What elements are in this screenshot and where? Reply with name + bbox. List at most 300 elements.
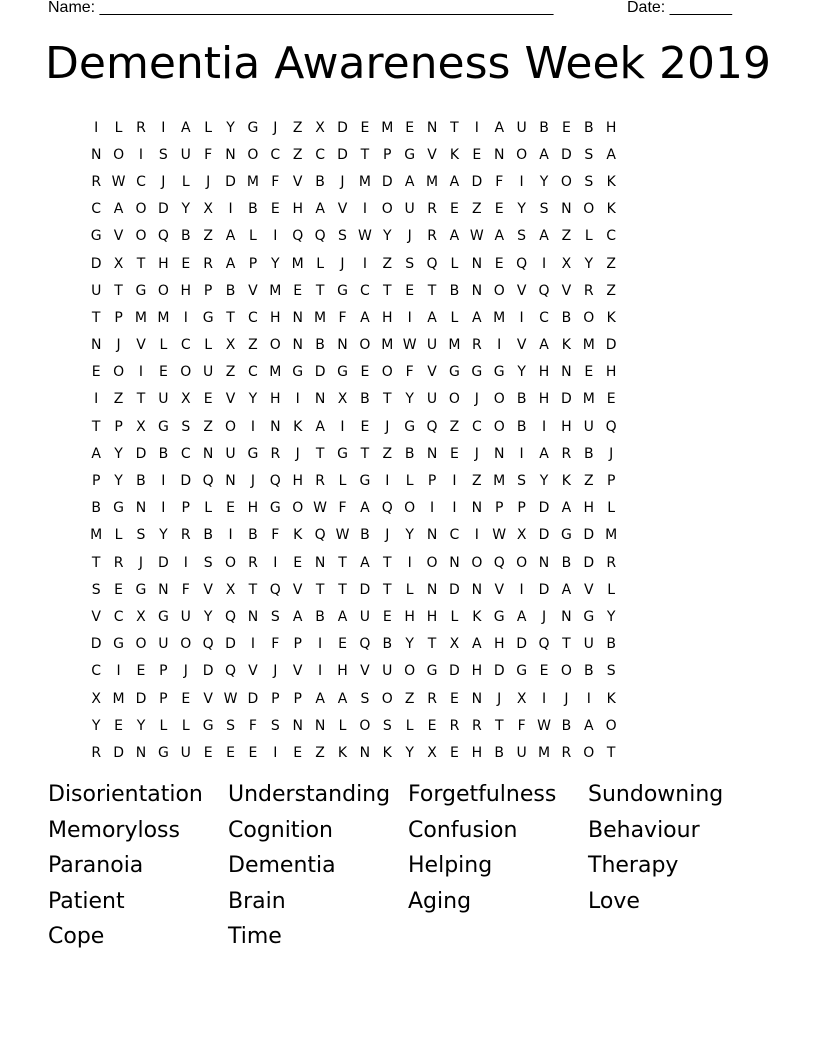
word-bank-item: Brain xyxy=(228,888,286,914)
grid-letter: U xyxy=(583,418,594,435)
grid-letter: B xyxy=(360,391,370,408)
grid-letter: H xyxy=(292,473,303,490)
grid-letter: I xyxy=(318,636,323,653)
grid-letter: V xyxy=(516,337,527,354)
grid-letter: N xyxy=(90,146,102,163)
grid-letter: T xyxy=(338,581,347,598)
grid-letter: Y xyxy=(405,744,414,761)
grid-letter: G xyxy=(269,500,281,517)
grid-letter: S xyxy=(270,717,280,734)
grid-letter: H xyxy=(605,364,617,381)
word-bank-item: Aging xyxy=(408,888,472,914)
grid-letter: N xyxy=(471,690,483,707)
grid-letter: T xyxy=(91,554,101,571)
grid-letter: N xyxy=(90,337,102,354)
grid-letter: H xyxy=(270,309,281,326)
grid-letter: V xyxy=(292,581,303,598)
grid-letter: K xyxy=(293,418,303,435)
grid-letter: E xyxy=(450,744,459,761)
grid-letter: K xyxy=(606,309,616,326)
grid-letter: T xyxy=(91,418,101,435)
grid-row xyxy=(85,168,735,195)
grid-letter: N xyxy=(471,581,483,598)
grid-letter: S xyxy=(226,717,235,734)
grid-letter: S xyxy=(517,473,527,490)
grid-row xyxy=(85,413,735,440)
word-bank-item: Cognition xyxy=(228,817,333,843)
grid-letter: T xyxy=(114,282,123,299)
grid-letter: K xyxy=(606,173,616,190)
grid-letter: M xyxy=(537,744,551,761)
grid-letter: M xyxy=(381,337,394,354)
grid-letter: X xyxy=(337,391,348,408)
grid-letter: Y xyxy=(539,173,549,190)
grid-letter: V xyxy=(203,690,213,707)
grid-row xyxy=(85,359,735,386)
grid-letter: R xyxy=(248,554,258,571)
grid-letter: T xyxy=(382,554,392,571)
grid-letter: R xyxy=(471,717,482,734)
grid-letter: N xyxy=(561,608,572,625)
grid-letter: V xyxy=(561,282,572,299)
grid-letter: D xyxy=(337,119,348,136)
grid-letter: A xyxy=(360,500,370,517)
grid-letter: C xyxy=(248,364,258,381)
grid-letter: J xyxy=(116,337,121,354)
grid-letter: D xyxy=(561,146,572,163)
grid-letter: O xyxy=(583,309,595,326)
grid-letter: A xyxy=(472,636,482,653)
grid-letter: U xyxy=(180,744,191,761)
grid-letter: Y xyxy=(405,636,414,653)
grid-letter: H xyxy=(538,391,550,408)
grid-row xyxy=(85,250,735,277)
grid-letter: X xyxy=(315,119,325,136)
grid-letter: K xyxy=(561,473,571,490)
grid-letter: Z xyxy=(248,337,258,354)
grid-letter: R xyxy=(180,527,191,544)
grid-letter: A xyxy=(180,119,191,136)
grid-letter: Q xyxy=(493,554,505,571)
grid-letter: E xyxy=(360,418,370,435)
grid-letter: V xyxy=(136,337,146,354)
grid-letter: G xyxy=(404,418,416,435)
grid-letter: U xyxy=(203,364,214,381)
grid-letter: N xyxy=(426,581,438,598)
grid-letter: M xyxy=(381,119,394,136)
grid-letter: F xyxy=(181,581,190,598)
grid-letter: L xyxy=(204,500,213,517)
grid-letter: P xyxy=(606,473,616,490)
grid-letter: X xyxy=(516,527,527,544)
grid-letter: I xyxy=(250,418,255,435)
grid-letter: I xyxy=(340,418,345,435)
grid-letter: L xyxy=(181,173,190,190)
grid-letter: E xyxy=(450,201,459,218)
grid-letter: E xyxy=(539,663,549,680)
grid-letter: D xyxy=(538,581,550,598)
grid-letter: E xyxy=(494,255,504,272)
grid-letter: H xyxy=(583,500,595,517)
grid-letter: Y xyxy=(606,608,616,625)
grid-letter: B xyxy=(404,445,415,462)
grid-letter: L xyxy=(584,228,593,245)
grid-letter: U xyxy=(225,445,236,462)
grid-letter: G xyxy=(113,636,125,653)
grid-letter: O xyxy=(269,337,281,354)
grid-letter: P xyxy=(383,146,392,163)
grid-letter: D xyxy=(225,173,236,190)
grid-letter: B xyxy=(248,527,258,544)
grid-letter: E xyxy=(584,364,594,381)
grid-letter: B xyxy=(382,636,393,653)
grid-letter: D xyxy=(225,636,236,653)
grid-letter: F xyxy=(271,527,280,544)
grid-letter: O xyxy=(381,201,393,218)
grid-letter: L xyxy=(405,473,414,490)
grid-letter: X xyxy=(516,690,527,707)
grid-letter: A xyxy=(427,309,437,326)
grid-letter: U xyxy=(404,201,415,218)
grid-letter: V xyxy=(516,282,527,299)
grid-letter: Q xyxy=(538,636,550,653)
grid-letter: D xyxy=(157,201,169,218)
grid-letter: E xyxy=(382,608,392,625)
grid-row xyxy=(85,495,735,522)
grid-letter: I xyxy=(452,500,457,517)
word-bank-item: Helping xyxy=(408,853,493,879)
grid-letter: K xyxy=(293,527,303,544)
grid-letter: L xyxy=(405,581,414,598)
word-bank-item: Cope xyxy=(48,924,105,950)
grid-letter: P xyxy=(293,636,302,653)
grid-letter: O xyxy=(180,364,192,381)
grid-letter: E xyxy=(114,581,124,598)
grid-letter: E xyxy=(450,690,459,707)
grid-letter: S xyxy=(382,717,392,734)
grid-letter: V xyxy=(113,228,124,245)
grid-letter: L xyxy=(338,473,347,490)
grid-letter: E xyxy=(405,119,415,136)
grid-letter: G xyxy=(404,146,416,163)
grid-letter: R xyxy=(91,744,102,761)
grid-letter: L xyxy=(450,608,459,625)
grid-letter: X xyxy=(136,608,146,625)
grid-letter: U xyxy=(382,663,393,680)
grid-letter: A xyxy=(315,201,325,218)
grid-letter: I xyxy=(228,201,233,218)
grid-letter: I xyxy=(116,663,121,680)
grid-letter: K xyxy=(472,608,482,625)
grid-letter: C xyxy=(248,309,258,326)
grid-letter: L xyxy=(204,119,213,136)
grid-letter: J xyxy=(340,255,345,272)
word-bank-item: Love xyxy=(588,888,640,914)
grid-letter: G xyxy=(157,418,169,435)
grid-letter: G xyxy=(359,473,371,490)
grid-letter: O xyxy=(113,364,125,381)
grid-letter: I xyxy=(362,201,367,218)
grid-letter: D xyxy=(135,690,147,707)
grid-letter: I xyxy=(519,581,524,598)
grid-letter: I xyxy=(250,636,255,653)
grid-letter: I xyxy=(94,391,99,408)
grid-letter: O xyxy=(381,690,393,707)
grid-letter: X xyxy=(449,636,460,653)
grid-letter: P xyxy=(114,309,123,326)
grid-letter: I xyxy=(519,309,524,326)
grid-letter: N xyxy=(225,473,236,490)
grid-letter: M xyxy=(582,391,595,408)
grid-letter: P xyxy=(293,690,302,707)
grid-letter: E xyxy=(114,717,124,734)
grid-letter: G xyxy=(516,663,528,680)
grid-letter: I xyxy=(161,500,166,517)
grid-letter: F xyxy=(405,364,414,381)
grid-letter: P xyxy=(159,663,168,680)
grid-letter: A xyxy=(561,581,572,598)
grid-letter: L xyxy=(405,717,414,734)
grid-letter: R xyxy=(561,744,572,761)
grid-letter: T xyxy=(382,282,392,299)
grid-letter: Z xyxy=(315,744,325,761)
grid-letter: D xyxy=(471,173,483,190)
grid-letter: T xyxy=(226,309,235,326)
grid-letter: P xyxy=(271,690,280,707)
grid-letter: I xyxy=(183,309,188,326)
grid-letter: J xyxy=(385,418,390,435)
grid-letter: T xyxy=(360,146,370,163)
grid-letter: N xyxy=(135,500,147,517)
grid-letter: M xyxy=(246,173,259,190)
grid-letter: B xyxy=(606,636,616,653)
grid-letter: N xyxy=(493,146,505,163)
grid-letter: Y xyxy=(181,201,191,218)
grid-letter: A xyxy=(337,690,348,707)
grid-letter: N xyxy=(493,445,505,462)
grid-letter: L xyxy=(607,500,616,517)
grid-letter: C xyxy=(91,201,102,218)
grid-row xyxy=(85,603,735,630)
grid-letter: S xyxy=(405,255,415,272)
grid-letter: H xyxy=(158,255,169,272)
grid-letter: H xyxy=(538,364,550,381)
grid-letter: O xyxy=(247,146,259,163)
grid-letter: G xyxy=(583,608,595,625)
grid-letter: B xyxy=(583,663,594,680)
grid-letter: T xyxy=(562,636,571,653)
grid-letter: G xyxy=(493,608,505,625)
grid-letter: O xyxy=(583,201,595,218)
grid-letter: N xyxy=(292,717,303,734)
grid-letter: R xyxy=(113,554,124,571)
grid-letter: G xyxy=(113,500,125,517)
grid-letter: L xyxy=(249,228,257,245)
grid-letter: G xyxy=(157,744,169,761)
grid-letter: T xyxy=(427,282,437,299)
grid-letter: E xyxy=(181,255,191,272)
grid-letter: R xyxy=(583,282,594,299)
grid-letter: T xyxy=(382,581,392,598)
grid-letter: S xyxy=(539,201,549,218)
grid-letter: G xyxy=(426,663,438,680)
grid-letter: T xyxy=(427,636,437,653)
grid-letter: B xyxy=(583,445,594,462)
grid-letter: D xyxy=(381,173,393,190)
grid-letter: Q xyxy=(225,608,237,625)
grid-letter: A xyxy=(91,445,101,462)
grid-letter: H xyxy=(292,201,303,218)
grid-letter: U xyxy=(91,282,102,299)
date-field-line: Date: _______ xyxy=(627,0,732,16)
grid-letter: L xyxy=(338,717,347,734)
grid-letter: N xyxy=(202,445,214,462)
grid-letter: H xyxy=(493,636,505,653)
grid-letter: O xyxy=(135,201,147,218)
grid-letter: A xyxy=(404,173,415,190)
grid-letter: B xyxy=(360,527,370,544)
grid-letter: O xyxy=(404,663,416,680)
grid-letter: O xyxy=(225,554,237,571)
grid-letter: B xyxy=(583,119,594,136)
grid-letter: S xyxy=(91,581,101,598)
grid-letter: N xyxy=(314,391,326,408)
grid-letter: I xyxy=(161,119,166,136)
grid-letter: Y xyxy=(517,364,526,381)
grid-letter: C xyxy=(91,663,102,680)
grid-letter: Q xyxy=(202,473,214,490)
grid-letter: C xyxy=(449,527,460,544)
grid-letter: A xyxy=(494,228,505,245)
grid-letter: V xyxy=(248,282,258,299)
grid-letter: N xyxy=(359,744,371,761)
grid-letter: J xyxy=(250,473,255,490)
grid-letter: D xyxy=(605,337,617,354)
name-field-line: Name: ___________________________________________________ xyxy=(48,0,554,16)
grid-letter: Y xyxy=(114,445,123,462)
grid-letter: S xyxy=(584,173,594,190)
grid-letter: S xyxy=(360,690,370,707)
grid-letter: Z xyxy=(404,690,415,707)
grid-letter: R xyxy=(427,690,437,707)
grid-letter: J xyxy=(541,608,547,625)
grid-row xyxy=(85,114,735,141)
grid-letter: R xyxy=(606,554,617,571)
grid-letter: E xyxy=(181,690,191,707)
grid-letter: J xyxy=(138,554,144,571)
grid-letter: C xyxy=(270,146,281,163)
grid-letter: O xyxy=(605,717,617,734)
grid-letter: B xyxy=(225,282,236,299)
grid-letter: Z xyxy=(606,255,616,272)
word-bank-item: Understanding xyxy=(228,782,391,807)
grid-letter: E xyxy=(561,119,571,136)
grid-letter: D xyxy=(449,663,460,680)
grid-letter: E xyxy=(270,201,280,218)
grid-letter: I xyxy=(161,473,166,490)
grid-letter: M xyxy=(90,527,103,544)
grid-row xyxy=(85,332,735,359)
grid-letter: G xyxy=(202,309,214,326)
grid-letter: T xyxy=(248,581,258,598)
grid-letter: H xyxy=(471,663,483,680)
grid-letter: E xyxy=(248,744,258,761)
grid-letter: Q xyxy=(605,418,617,435)
grid-letter: M xyxy=(157,309,170,326)
grid-letter: V xyxy=(91,608,101,625)
grid-letter: P xyxy=(159,690,168,707)
grid-letter: Z xyxy=(382,255,393,272)
grid-letter: X xyxy=(113,255,124,272)
grid-letter: X xyxy=(180,391,191,408)
grid-row xyxy=(85,631,735,658)
grid-letter: S xyxy=(517,228,527,245)
grid-letter: N xyxy=(426,445,438,462)
grid-letter: B xyxy=(561,309,572,326)
grid-letter: C xyxy=(539,309,549,326)
grid-letter: C xyxy=(315,146,325,163)
grid-letter: A xyxy=(360,309,370,326)
grid-letter: V xyxy=(292,663,303,680)
grid-letter: B xyxy=(516,391,527,408)
grid-letter: N xyxy=(337,337,348,354)
grid-letter: T xyxy=(450,119,459,136)
grid-letter: J xyxy=(474,391,479,408)
grid-letter: N xyxy=(449,554,460,571)
grid-letter: Q xyxy=(269,473,281,490)
grid-letter: T xyxy=(315,445,325,462)
grid-letter: S xyxy=(270,608,280,625)
grid-letter: E xyxy=(203,391,213,408)
grid-letter: R xyxy=(427,201,437,218)
grid-letter: I xyxy=(228,527,233,544)
grid-letter: R xyxy=(315,473,325,490)
grid-letter: T xyxy=(382,391,392,408)
grid-letter: Q xyxy=(314,228,326,245)
grid-letter: T xyxy=(494,717,504,734)
grid-letter: H xyxy=(270,391,281,408)
grid-letter: U xyxy=(426,337,438,354)
grid-letter: Z xyxy=(203,418,213,435)
grid-row xyxy=(85,685,735,712)
grid-letter: F xyxy=(517,717,526,734)
grid-letter: N xyxy=(426,119,438,136)
word-bank-item: Forgetfulness xyxy=(408,782,557,807)
grid-letter: D xyxy=(90,255,102,272)
grid-letter: N xyxy=(538,554,550,571)
grid-letter: J xyxy=(295,445,300,462)
grid-letter: H xyxy=(180,282,192,299)
grid-letter: N xyxy=(225,146,236,163)
grid-letter: W xyxy=(335,527,350,544)
grid-letter: D xyxy=(359,581,371,598)
grid-letter: A xyxy=(225,255,236,272)
grid-letter: A xyxy=(584,717,594,734)
grid-letter: O xyxy=(493,418,505,435)
grid-letter: K xyxy=(606,690,616,707)
grid-letter: M xyxy=(314,309,327,326)
grid-letter: C xyxy=(180,445,191,462)
word-bank-item: Behaviour xyxy=(588,817,700,843)
word-bank-item: Dementia xyxy=(228,853,336,879)
grid-letter: D xyxy=(202,663,214,680)
grid-letter: U xyxy=(516,744,527,761)
grid-letter: V xyxy=(337,201,348,218)
grid-letter: D xyxy=(538,500,550,517)
grid-letter: C xyxy=(471,418,482,435)
grid-letter: T xyxy=(606,744,616,761)
grid-letter: I xyxy=(362,255,367,272)
